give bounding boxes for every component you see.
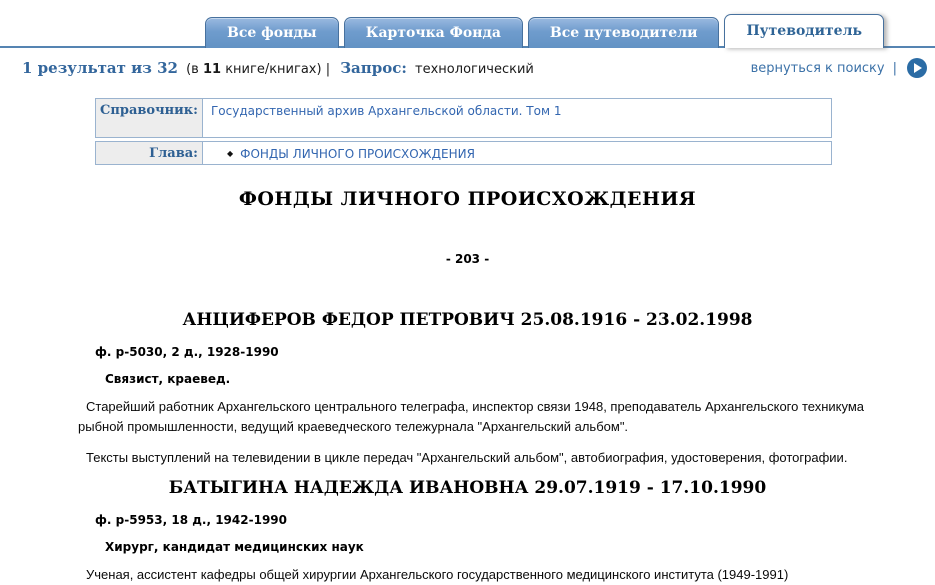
- occupation-line: Связист, краевед.: [105, 372, 231, 386]
- reference-info-table: [95, 95, 832, 168]
- reference-label: Справочник:: [95, 98, 203, 138]
- occupation-line: Хирург, кандидат медицинских наук: [105, 540, 364, 554]
- entry-paragraph: Ученая, ассистент кафедры общей хирургии Архангельского государственного медицинского института (1949-1991): [86, 567, 789, 582]
- chapter-value-cell: [203, 141, 832, 165]
- results-bar: [0, 48, 935, 80]
- books-count: 11: [202, 62, 222, 77]
- table-row: [95, 141, 832, 165]
- fond-reference: ф. р-5030, 2 д., 1928-1990: [95, 345, 279, 359]
- table-row: [95, 98, 832, 138]
- fond-reference: ф. р-5953, 18 д., 1942-1990: [95, 513, 287, 527]
- results-actions: [751, 58, 927, 78]
- reference-book-link[interactable]: Государственный архив Архангельской области. Том 1: [210, 104, 562, 118]
- chapter-label: Глава:: [95, 141, 203, 165]
- entry-paragraph: Тексты выступлений на телевидении в цикле передач "Архангельский альбом", автобиография, удостоверения, фотографии.: [86, 450, 848, 465]
- entry-paragraph: Старейший работник Архангельского центрального телеграфа, инспектор связи 1948, преподаватель Архангельского техникума рыбной промышленности, ведущий краеведческого тележурнала "Архангельский альбом".: [78, 399, 865, 434]
- tabs-header: [0, 0, 935, 48]
- play-circle-icon[interactable]: [907, 58, 927, 78]
- books-count-text: [186, 62, 330, 77]
- tab-guide[interactable]: Путеводитель: [724, 14, 884, 48]
- tab-bar: [205, 14, 884, 48]
- tab-all-guides[interactable]: Все путеводители: [528, 17, 720, 48]
- diamond-bullet-icon: ◆: [226, 149, 234, 158]
- chapter-link[interactable]: ФОНДЫ ЛИЧНОГО ПРОИСХОЖДЕНИЯ: [240, 147, 475, 161]
- results-count: 1 результат из 32: [22, 59, 178, 77]
- query-value: технологический: [415, 62, 534, 77]
- right-arrow-icon: [914, 63, 922, 73]
- section-title: ФОНДЫ ЛИЧНОГО ПРОИСХОЖДЕНИЯ: [238, 188, 697, 210]
- reference-value-cell: [203, 98, 832, 138]
- books-suffix: книге/книгах) |: [221, 62, 331, 77]
- entry-batygina: [0, 478, 935, 585]
- results-summary: [22, 59, 534, 77]
- entry-antsiferov: [0, 310, 935, 468]
- entry-heading: БАТЫГИНА НАДЕЖДА ИВАНОВНА 29.07.1919 - 17.10.1990: [168, 478, 767, 498]
- tab-fond-card[interactable]: Карточка Фонда: [344, 17, 523, 48]
- back-to-search-link[interactable]: вернуться к поиску: [750, 60, 885, 76]
- page-number: - 203 -: [445, 252, 490, 266]
- separator-pipe: |: [892, 60, 897, 76]
- query-label: Запрос:: [340, 59, 407, 77]
- books-prefix: (в: [186, 62, 203, 77]
- entry-heading: АНЦИФЕРОВ ФЕДОР ПЕТРОВИЧ 25.08.1916 - 23.02.1998: [182, 310, 753, 330]
- tab-all-fonds[interactable]: Все фонды: [205, 17, 339, 48]
